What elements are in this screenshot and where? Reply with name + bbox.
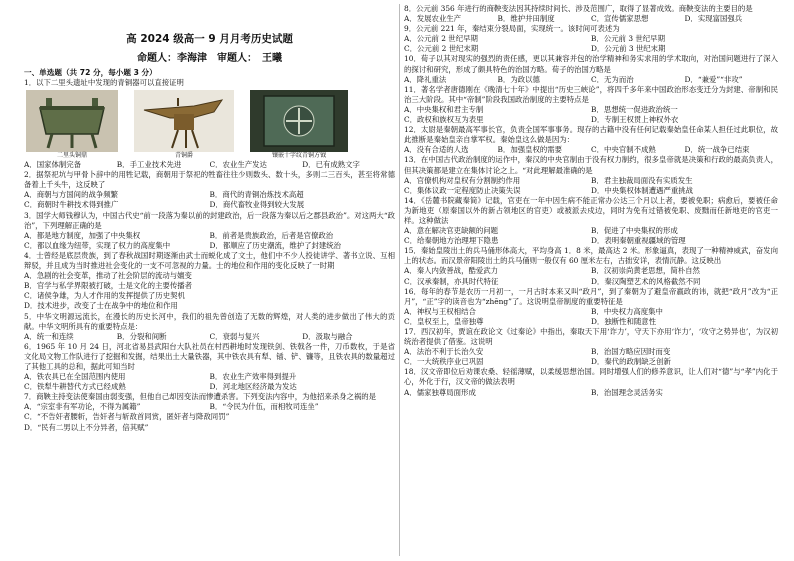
q15-option-a[interactable]: A．秦人内敛善战，酷爱武力: [404, 266, 499, 276]
q12-stem: 12．太尉是秦朝最高军事长官，负责全国军事事务。现存的古籍中没有任何记载秦始皇任命某人担任过此职位，故此推断是秦始皇亲自掌军权。秦始皇这么做是因为：: [404, 125, 778, 145]
section-heading: 一、单选题（共 72 分，每小题 3 分）: [24, 68, 157, 77]
q14-option-d[interactable]: D．表明秦朝重视疆域的管理: [591, 236, 686, 246]
bronze-yue-image: [250, 90, 348, 152]
q6-options: [24, 372, 395, 382]
q8-option-d[interactable]: D．实现富国强兵: [684, 14, 743, 24]
q5-option-d[interactable]: D．汲取与融合: [302, 331, 353, 341]
q1-stem: 1．以下二里头遗址中发现的青铜器可以直接证明: [24, 78, 184, 87]
q5-option-a[interactable]: A．统一和连续: [24, 331, 74, 341]
q11-stem: 11．著名学者唐德刚在《晚清七十年》中提出“历史三峡论”，将四千多年来中国政治形态变迁分为封建、帝制和民治三大阶段。其中“帝制”阶段我国政治制度的主要特点是: [404, 84, 778, 104]
q1-option-c[interactable]: C．农业生产发达: [209, 160, 267, 170]
q9-stem: 9．公元前 221 年，秦结束分裂局面，实现统一。该时间可表述为: [404, 24, 620, 34]
q4-option-b[interactable]: B．官学与私学界限被打破，士是文化的主要传播者: [24, 281, 193, 291]
q13-stem: 13．在中国古代政治制度的运作中，秦汉的中央官制由于没有权力制约，很多皇帝就是决策和行政的最高负责人，但其决策都是建立在集体讨论之上。“对此理解最准确的是: [404, 155, 778, 175]
q3-option-a[interactable]: A．都是地方制度，加强了中央集权: [24, 230, 141, 240]
q14-option-a[interactable]: A．意在解决官吏缺额的问题: [404, 226, 499, 236]
q8-option-b[interactable]: B．维护井田制度: [497, 14, 555, 24]
q6-option-b[interactable]: B．农业生产效率得到提升: [209, 372, 297, 382]
q11-option-d[interactable]: D．专制王权贯上神权外衣: [591, 115, 679, 125]
q16-option-a[interactable]: A．神权与王权相结合: [404, 306, 476, 316]
q4-stem: 4．士曾经是底层贵族，到了春秋战国时期逐渐由武士而蜕化成了文士，他们中不少人投徒讲学、著书立说、互相辩驳，并且成为当时推进社会变化的一支不可忽视的力量。士的地位和作用的变化反映了一时期: [24, 250, 395, 271]
q16-stem: 16．每年的春节是农历一月初一，一月古时本来又叫“政月”，到了秦朝为了避皇帝嬴政的讳，就把“政月”改为“正月”，“正”字的读音也为“zhēng”了。这说明皇帝制度的重要特征是: [404, 286, 778, 306]
q11-options-row2: [404, 115, 778, 125]
q4-option-c[interactable]: C．诸侯争雄，为人才作用的发挥提供了历史契机: [24, 291, 185, 301]
q16-options-row2: [404, 317, 778, 327]
q18-stem: 18．汉文帝即位后劝课农桑、轻徭薄赋，以柔缓思想治国。同时增强人们的修养意识，让人们对“德”与“孝”内化于心，外化于行，汉文帝的做法表明: [404, 367, 778, 387]
q17-option-b[interactable]: B．治国方略应因时而变: [591, 347, 671, 357]
q11-option-b[interactable]: B．思想统一促进政治统一: [591, 104, 678, 114]
q13-option-a[interactable]: A．官僚机构对皇权有分割制约作用: [404, 175, 521, 185]
q10-options: [404, 75, 778, 85]
q10-option-a[interactable]: A．降礼重法: [404, 74, 447, 84]
q1-option-d[interactable]: D．已有成熟文字: [302, 160, 360, 170]
q10-option-b[interactable]: B．为政以德: [497, 74, 540, 84]
q1-options: [24, 160, 395, 170]
q12-options: [404, 145, 778, 155]
q6-option-d[interactable]: D．河北地区经济最为发达: [209, 382, 297, 392]
q14-stem: 14．《岳麓书院藏秦简》记载，官吏在一年中因生病不能正常办公达三个月以上者，要被免职；病愈后，要被任命为新地吏（原秦国以外的新占领地区的官吏）或被派去戍边，同时为免有过错被免职、废黜而任新地吏的官吏一样。这种做法: [404, 195, 778, 225]
q2-options-row2: [24, 200, 395, 210]
q17-stem: 17．西汉初年，贾谊在政论文《过秦论》中指出，秦取天下用‘诈力’，守天下亦用‘诈力’，‘攻守之势异也’，为汉初统治者提供了借鉴。这说明: [404, 327, 778, 347]
q18-option-b[interactable]: B．治国理念灵活务实: [591, 387, 663, 397]
q13-option-c[interactable]: C．集体议政一定程度防止决策失误: [404, 185, 521, 195]
q7-option-d[interactable]: D．“民有二男以上不分异者，倍其赋”: [24, 422, 149, 432]
q15-option-d[interactable]: D．秦汉陶塑艺术的风格截然不同: [591, 276, 701, 286]
q10-option-d[interactable]: D．“兼爱”“非攻”: [684, 74, 743, 84]
q6-stem: 6．1965 年 10 月 24 日，河北省易县武阳台大队社员在村西耕地时发现铁剑、铁戟各一件，刀币数枚，于是省文化局文物工作队进行了挖掘和发掘，结果出土大量铁器，其中铁农具有犁、锸、铲、镰等，且铁农具的数量超过了其他工具的总和，据此可知当时: [24, 341, 395, 371]
q2-option-c[interactable]: C．商朝时牛耕技术得到推广: [24, 200, 119, 210]
q4-option-a[interactable]: A．急剧的社会变革，推动了社会阶层的流动与嬗变: [24, 271, 192, 281]
q2-option-d[interactable]: D．商代畜牧业得到较大发展: [209, 200, 305, 210]
q13-options: [404, 176, 778, 186]
q9-option-c[interactable]: C．公元前 2 世纪末期: [404, 44, 479, 54]
q6-option-c[interactable]: C．铁犁牛耕替代方式已经成熟: [24, 382, 126, 392]
q14-options-row2: [404, 236, 778, 246]
q3-stem: 3．国学大师钱穆认为，中国古代史“前一段落为秦以前的封建政治，后一段落为秦以后之郡县政治”。对这两大“政治”，下列理解正确的是: [24, 210, 395, 230]
caption-yue: 镶嵌十字纹青铜方钺: [271, 152, 326, 160]
bronze-jue-image: [134, 90, 234, 152]
q15-options: [404, 266, 778, 276]
q2-option-b[interactable]: B．商代的青铜冶炼技术高超: [209, 190, 304, 200]
q3-option-b[interactable]: B．前者是贵族政治，后者是官僚政治: [209, 230, 334, 240]
q17-option-d[interactable]: D．秦代的政制缺乏创新: [591, 357, 671, 367]
q9-options-row2: [404, 44, 778, 54]
exam-authors: 命题人：李海津 审题人： 王曦: [137, 53, 282, 64]
q18-options: [404, 388, 778, 398]
q12-option-a[interactable]: A．没有合适的人选: [404, 145, 469, 155]
q11-option-c[interactable]: C．政权和族权互为表里: [404, 115, 484, 125]
q3-option-d[interactable]: D．都顺应了历史潮流，维护了封建统治: [209, 240, 342, 250]
q7-option-b[interactable]: B．“令民为什伍，而相牧司连坐”: [209, 402, 319, 412]
caption-ding: 二里头铜鼎: [56, 152, 87, 160]
q16-option-d[interactable]: D．独断性和随意性: [591, 316, 657, 326]
q2-options: [24, 190, 395, 200]
column-divider: [399, 4, 400, 556]
q4-option-d[interactable]: D．技术进步，改变了士在战争中的地位和作用: [24, 301, 178, 311]
q5-stem: 5．中华文明源远流长，在漫长的历史长河中，我们的祖先曾创造了无数的辉煌，对人类的进步做出了伟大的贡献。中华文明所具有的重要特点是：: [24, 311, 395, 331]
left-column: [24, 4, 395, 559]
bronze-jue-figure: [134, 90, 234, 160]
q18-option-a[interactable]: A．儒家独尊局面形成: [404, 387, 476, 397]
q9-options: [404, 34, 778, 44]
bronze-yue-figure: [250, 90, 348, 160]
bronze-ding-figure: [26, 90, 118, 160]
q9-option-d[interactable]: D．公元前 3 世纪末期: [591, 44, 666, 54]
q1-figures: [26, 90, 348, 160]
q5-option-c[interactable]: C．衰弱与复兴: [209, 331, 260, 341]
q1-option-a[interactable]: A．国家体制完备: [24, 160, 82, 170]
q14-option-b[interactable]: B．促进了中央集权的形成: [591, 226, 678, 236]
q15-option-c[interactable]: C．汉承秦制，亦具时代特征: [404, 276, 499, 286]
q5-option-b[interactable]: B．分裂和间断: [116, 331, 167, 341]
q3-options-row2: [24, 241, 395, 251]
q2-option-a[interactable]: A．商朝与方国间的战争频繁: [24, 190, 119, 200]
q15-options-row2: [404, 277, 778, 287]
q9-option-a[interactable]: A．公元前 2 世纪早期: [404, 34, 478, 44]
q12-option-b[interactable]: B．加强皇权的需要: [497, 145, 563, 155]
q14-options: [404, 226, 778, 236]
q8-option-a[interactable]: A．发展农业生产: [404, 14, 462, 24]
q8-options: [404, 14, 778, 24]
caption-jue: 青铜爵: [174, 152, 193, 160]
exam-title: 高 2024 级高一 9 月月考历史试题: [126, 33, 293, 45]
q7-option-a[interactable]: A．“宗室非有军功论，不得为属籍”: [24, 402, 141, 412]
q11-options: [404, 105, 778, 115]
q8-stem: 8．公元前 356 年进行的商鞅变法因其持续时间长、涉及范围广，取得了显著成效。商鞅变法的主要目的是: [404, 4, 753, 13]
q14-option-c[interactable]: C．给秦朝地方治理埋下隐患: [404, 236, 499, 246]
q7-option-c[interactable]: C．“不告奸者腰斩，告奸者与斩敌首同赏，匿奸者与降敌同罚”: [24, 412, 230, 422]
q6-option-a[interactable]: A．铁农具已在全国范围内使用: [24, 372, 126, 382]
q7-options: [24, 402, 395, 412]
q3-option-c[interactable]: C．都以血缘为纽带，实现了权力的高度集中: [24, 240, 171, 250]
q10-stem: 10．荀子以其对现实的强烈的责任感，更以其兼容并包的治学精神和务实求用的学术取向，对治国问题进行了深入的探讨和研究，形成了颇具特色的治国方略。荀子的治国方略是: [404, 54, 778, 74]
q16-options: [404, 307, 778, 317]
q17-option-c[interactable]: C．一大统秩序业已巩固: [404, 357, 484, 367]
q17-option-a[interactable]: A．法治不利于长治久安: [404, 347, 484, 357]
q12-option-d[interactable]: D．统一战争已结束: [684, 145, 750, 155]
q17-options: [404, 347, 778, 357]
q8-option-c[interactable]: C．宣传儒家思想: [591, 14, 649, 24]
q2-stem: 2．据祭祀坑与甲骨卜辞中的用牲记载，商朝用于祭祀的牲畜往往少则数头、数十头，多则二三百头，甚至将常德备着上千头牛，这反映了: [24, 170, 395, 190]
q12-option-c[interactable]: C．中央官制不成熟: [591, 145, 656, 155]
q13-option-b[interactable]: B．君主独裁局面没有实质发生: [591, 175, 693, 185]
q16-option-b[interactable]: B．中央权力高度集中: [591, 306, 663, 316]
q15-option-b[interactable]: B．汉初崇尚黄老思想，简朴自然: [591, 266, 700, 276]
right-column: [404, 4, 778, 559]
bronze-ding-image: [26, 90, 118, 152]
q13-options-row2: [404, 186, 778, 196]
q15-stem: 15．秦始皇陵出土的兵马俑形体高大，平均身高 1．8 米，最高达 2 米。形象逼真，表现了一种精神威武，奋发向上的状态。而汉景帝阳陵出土的兵马俑则一般仅有 60 厘米左右，古拙安详，表情沉静。这反映出: [404, 246, 778, 266]
q16-option-c[interactable]: C．皇权至上，皇帝独尊: [404, 316, 484, 326]
q10-option-c[interactable]: C．无为而治: [591, 74, 634, 84]
q13-option-d[interactable]: D．中央集权体制遭遇严重挑战: [591, 185, 694, 195]
q3-options: [24, 231, 395, 241]
q17-options-row2: [404, 357, 778, 367]
q9-option-b[interactable]: B．公元前 3 世纪早期: [591, 34, 665, 44]
q1-option-b[interactable]: B．手工业技术先进: [116, 160, 182, 170]
q7-stem: 7．商鞅主持变法使秦国由弱变强，但他自己却因变法而惨遭杀害。下列变法内容中，为他招来杀身之祸的是: [24, 392, 377, 402]
q5-options: [24, 332, 395, 342]
q11-option-a[interactable]: A．中央集权和君主专制: [404, 104, 484, 114]
q6-options-row2: [24, 382, 395, 392]
